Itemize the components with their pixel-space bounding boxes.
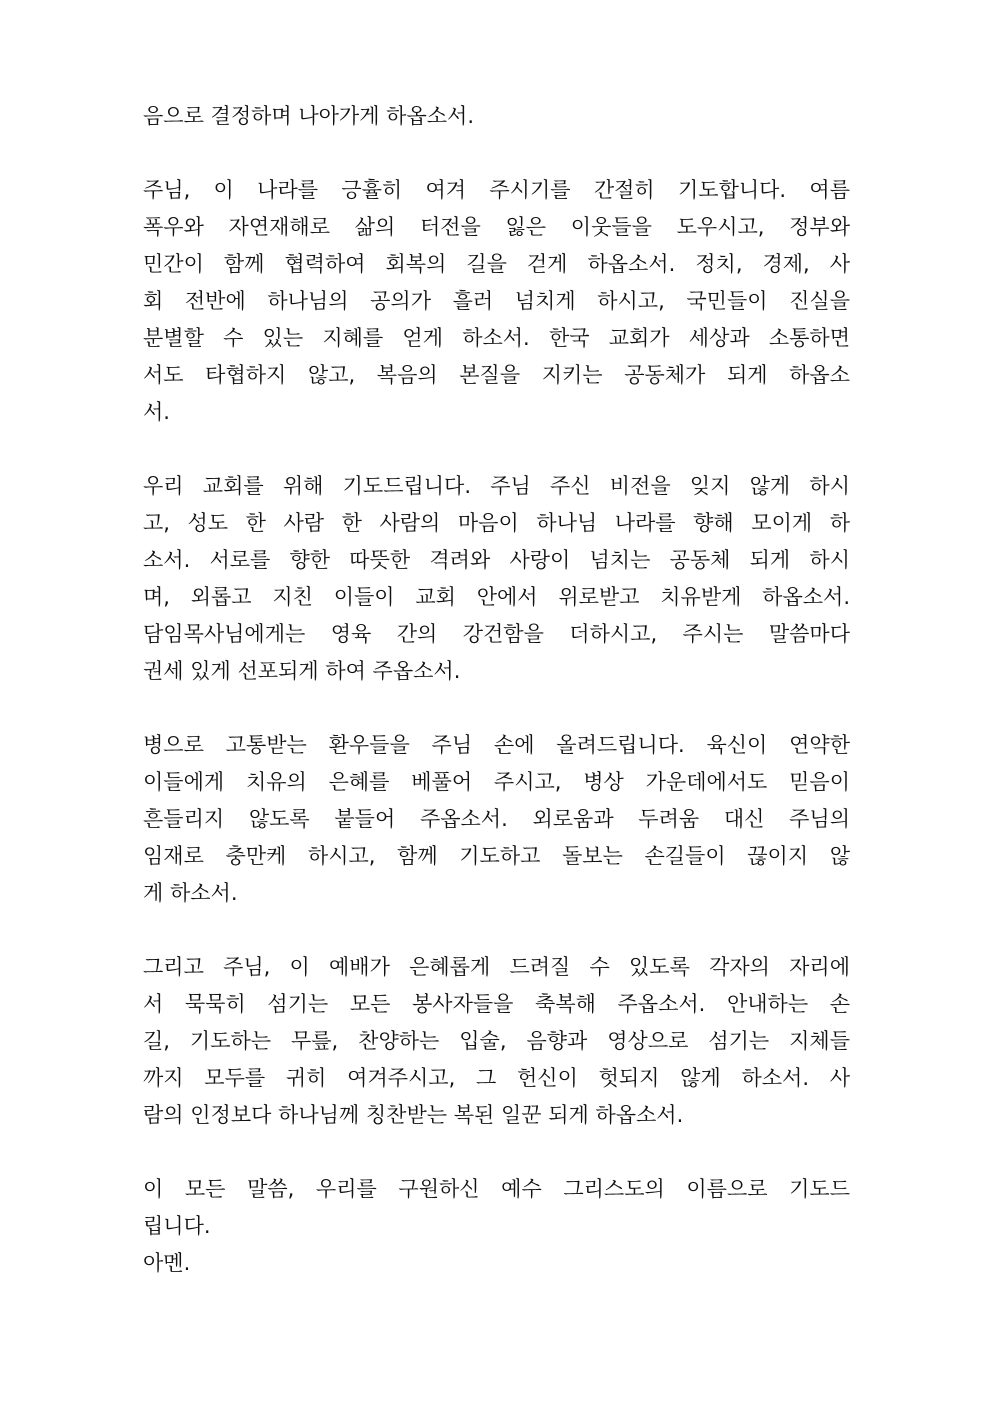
text-line: 고, 성도 한 사람 한 사람의 마음이 하나님 나라를 향해 모이게 하 [143, 511, 850, 535]
paragraph-gap [143, 1134, 850, 1171]
paragraph-2 [143, 172, 850, 431]
paragraph-gap [143, 690, 850, 727]
paragraph-gap [143, 135, 850, 172]
paragraph-gap [143, 431, 850, 468]
text-line: 서 묵묵히 섬기는 모든 봉사자들을 축복해 주옵소서. 안내하는 손 [143, 992, 850, 1016]
text-line: 길, 기도하는 무릎, 찬양하는 입술, 음향과 영상으로 섬기는 지체들 [143, 1029, 850, 1053]
text-line: 까지 모두를 귀히 여겨주시고, 그 헌신이 헛되지 않게 하소서. 사 [143, 1066, 850, 1090]
text-line: 이들에게 치유의 은혜를 베풀어 주시고, 병상 가운데에서도 믿음이 [143, 770, 850, 794]
text-line: 폭우와 자연재해로 삶의 터전을 잃은 이웃들을 도우시고, 정부와 [143, 215, 850, 239]
text-line: 그리고 주님, 이 예배가 은혜롭게 드려질 수 있도록 각자의 자리에 [143, 955, 850, 979]
text-line: 병으로 고통받는 환우들을 주님 손에 올려드립니다. 육신이 연약한 [143, 733, 850, 757]
text-line: 분별할 수 있는 지혜를 얻게 하소서. 한국 교회가 세상과 소통하면 [143, 326, 850, 350]
paragraph-gap [143, 912, 850, 949]
text-line: 이 모든 말씀, 우리를 구원하신 예수 그리스도의 이름으로 기도드 [143, 1177, 850, 1201]
text-line: 담임목사님에게는 영육 간의 강건함을 더하시고, 주시는 말씀마다 [143, 622, 850, 646]
paragraph-5 [143, 949, 850, 1134]
paragraph-4 [143, 727, 850, 912]
prayer-text-body [143, 98, 850, 1282]
text-line: 음으로 결정하며 나아가게 하옵소서. [143, 104, 474, 128]
text-line: 흔들리지 않도록 붙들어 주옵소서. 외로움과 두려움 대신 주님의 [143, 807, 850, 831]
text-line: 립니다. [143, 1214, 211, 1238]
text-line: 우리 교회를 위해 기도드립니다. 주님 주신 비전을 잊지 않게 하시 [143, 474, 850, 498]
text-line: 권세 있게 선포되게 하여 주옵소서. [143, 659, 461, 683]
text-line: 서. [143, 400, 170, 424]
paragraph-3 [143, 468, 850, 690]
text-line: 회 전반에 하나님의 공의가 흘러 넘치게 하시고, 국민들이 진실을 [143, 289, 850, 313]
text-line: 며, 외롭고 지친 이들이 교회 안에서 위로받고 치유받게 하옵소서. [143, 585, 850, 609]
text-line: 임재로 충만케 하시고, 함께 기도하고 돌보는 손길들이 끊이지 않 [143, 844, 850, 868]
text-line: 민간이 함께 협력하여 회복의 길을 걷게 하옵소서. 정치, 경제, 사 [143, 252, 850, 276]
text-line: 아멘. [143, 1251, 191, 1275]
paragraph-6 [143, 1171, 850, 1282]
text-line: 서도 타협하지 않고, 복음의 본질을 지키는 공동체가 되게 하옵소 [143, 363, 850, 387]
text-line: 람의 인정보다 하나님께 칭찬받는 복된 일꾼 되게 하옵소서. [143, 1103, 684, 1127]
text-line: 게 하소서. [143, 881, 238, 905]
text-line: 소서. 서로를 향한 따뜻한 격려와 사랑이 넘치는 공동체 되게 하시 [143, 548, 850, 572]
text-line: 주님, 이 나라를 긍휼히 여겨 주시기를 간절히 기도합니다. 여름 [143, 178, 850, 202]
paragraph-1 [143, 98, 850, 135]
